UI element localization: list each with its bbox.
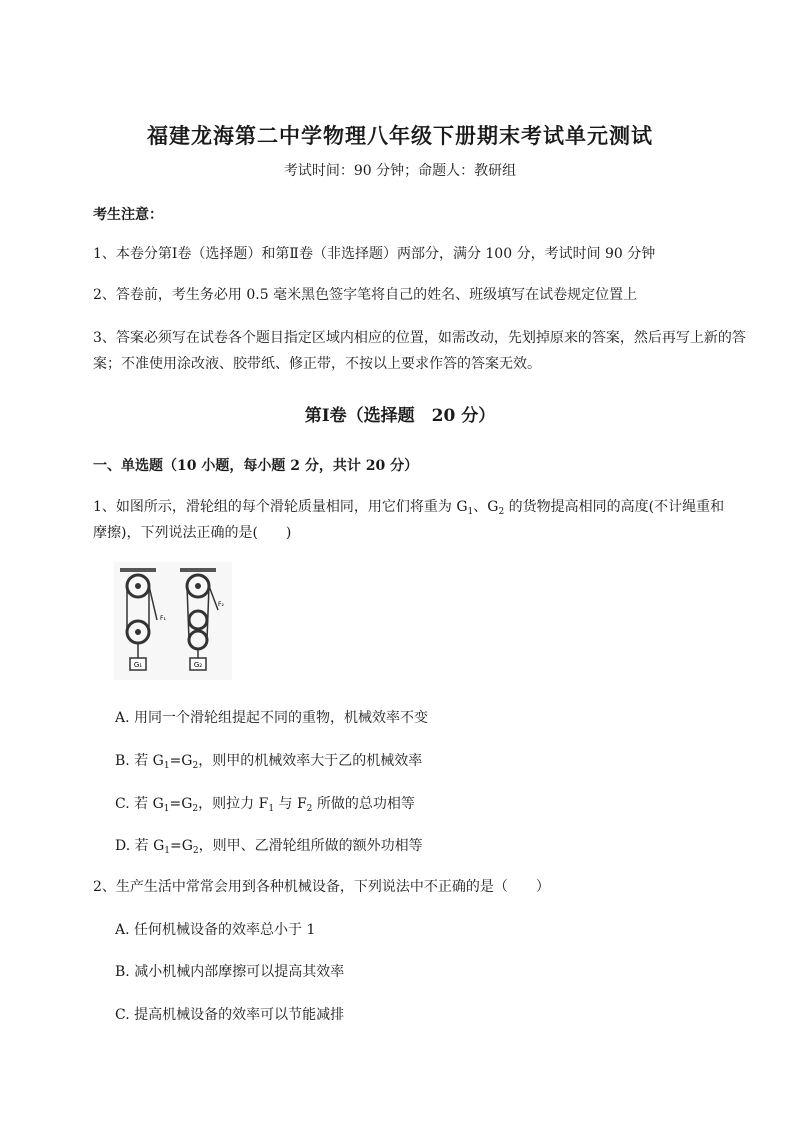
notice-item-1: 1、本卷分第Ⅰ卷（选择题）和第Ⅱ卷（非选择题）两部分，满分 100 分，考试时间 90 分钟 xyxy=(93,246,656,262)
notice-heading: 考生注意： xyxy=(93,207,163,223)
q2-option-c: C. 提高机械设备的效率可以节能减排 xyxy=(115,1007,345,1023)
notice-item-2: 2、答卷前，考生务必用 0.5 毫米黑色签字笔将自己的姓名、班级填写在试卷规定位置上 xyxy=(93,287,638,303)
part-heading: 一、单选题（10 小题，每小题 2 分，共计 20 分） xyxy=(93,458,419,474)
figure-label-f1: F₁ xyxy=(160,615,166,622)
exam-info: 考试时间：90 分钟；命题人：教研组 xyxy=(283,163,517,179)
q2-option-b: B. 减小机械内部摩擦可以提高其效率 xyxy=(115,964,345,980)
question-1-stem: 1、如图所示，滑轮组的每个滑轮质量相同，用它们将重为 $G_1$、$G_2$ 的货物提高相同的高度(不计绳重和 xyxy=(93,499,725,517)
q1-option-c: C. 若 $G_1=G_2$，则拉力 $F_1$ 与 $F_2$ 所做的总功相等 xyxy=(115,796,415,814)
q2-option-a: A. 任何机械设备的效率总小于 1 xyxy=(115,922,316,938)
q1-option-a: A. 用同一个滑轮组提起不同的重物，机械效率不变 xyxy=(115,710,429,726)
question-1-stem-line2: 摩擦)，下列说法正确的是( ) xyxy=(93,525,292,541)
figure-label-g2: G₂ xyxy=(193,661,203,669)
figure-label-g1: G₁ xyxy=(133,661,143,669)
figure-label-f2: F₂ xyxy=(218,601,224,608)
q1-option-d: D. 若 $G_1=G_2$，则甲、乙滑轮组所做的额外功相等 xyxy=(115,838,423,856)
notice-item-3: 3、答案必须写在试卷各个题目指定区域内相应的位置，如需改动，先划掉原来的答案，然后再写上新的答案；不准使用涂改液、胶带纸、修正带，不按以上要求作答的答案无效。 xyxy=(93,330,746,372)
question-2-stem: 2、生产生活中常常会用到各种机械设备，下列说法中不正确的是（ ） xyxy=(93,879,550,895)
page-title: 福建龙海第二中学物理八年级下册期末考试单元测试 xyxy=(147,123,653,148)
q1-option-b: B. 若 $G_1=G_2$，则甲的机械效率大于乙的机械效率 xyxy=(115,753,423,771)
section-title: 第Ⅰ卷（选择题 20 分） xyxy=(304,406,496,426)
pulley-figure xyxy=(114,562,232,680)
